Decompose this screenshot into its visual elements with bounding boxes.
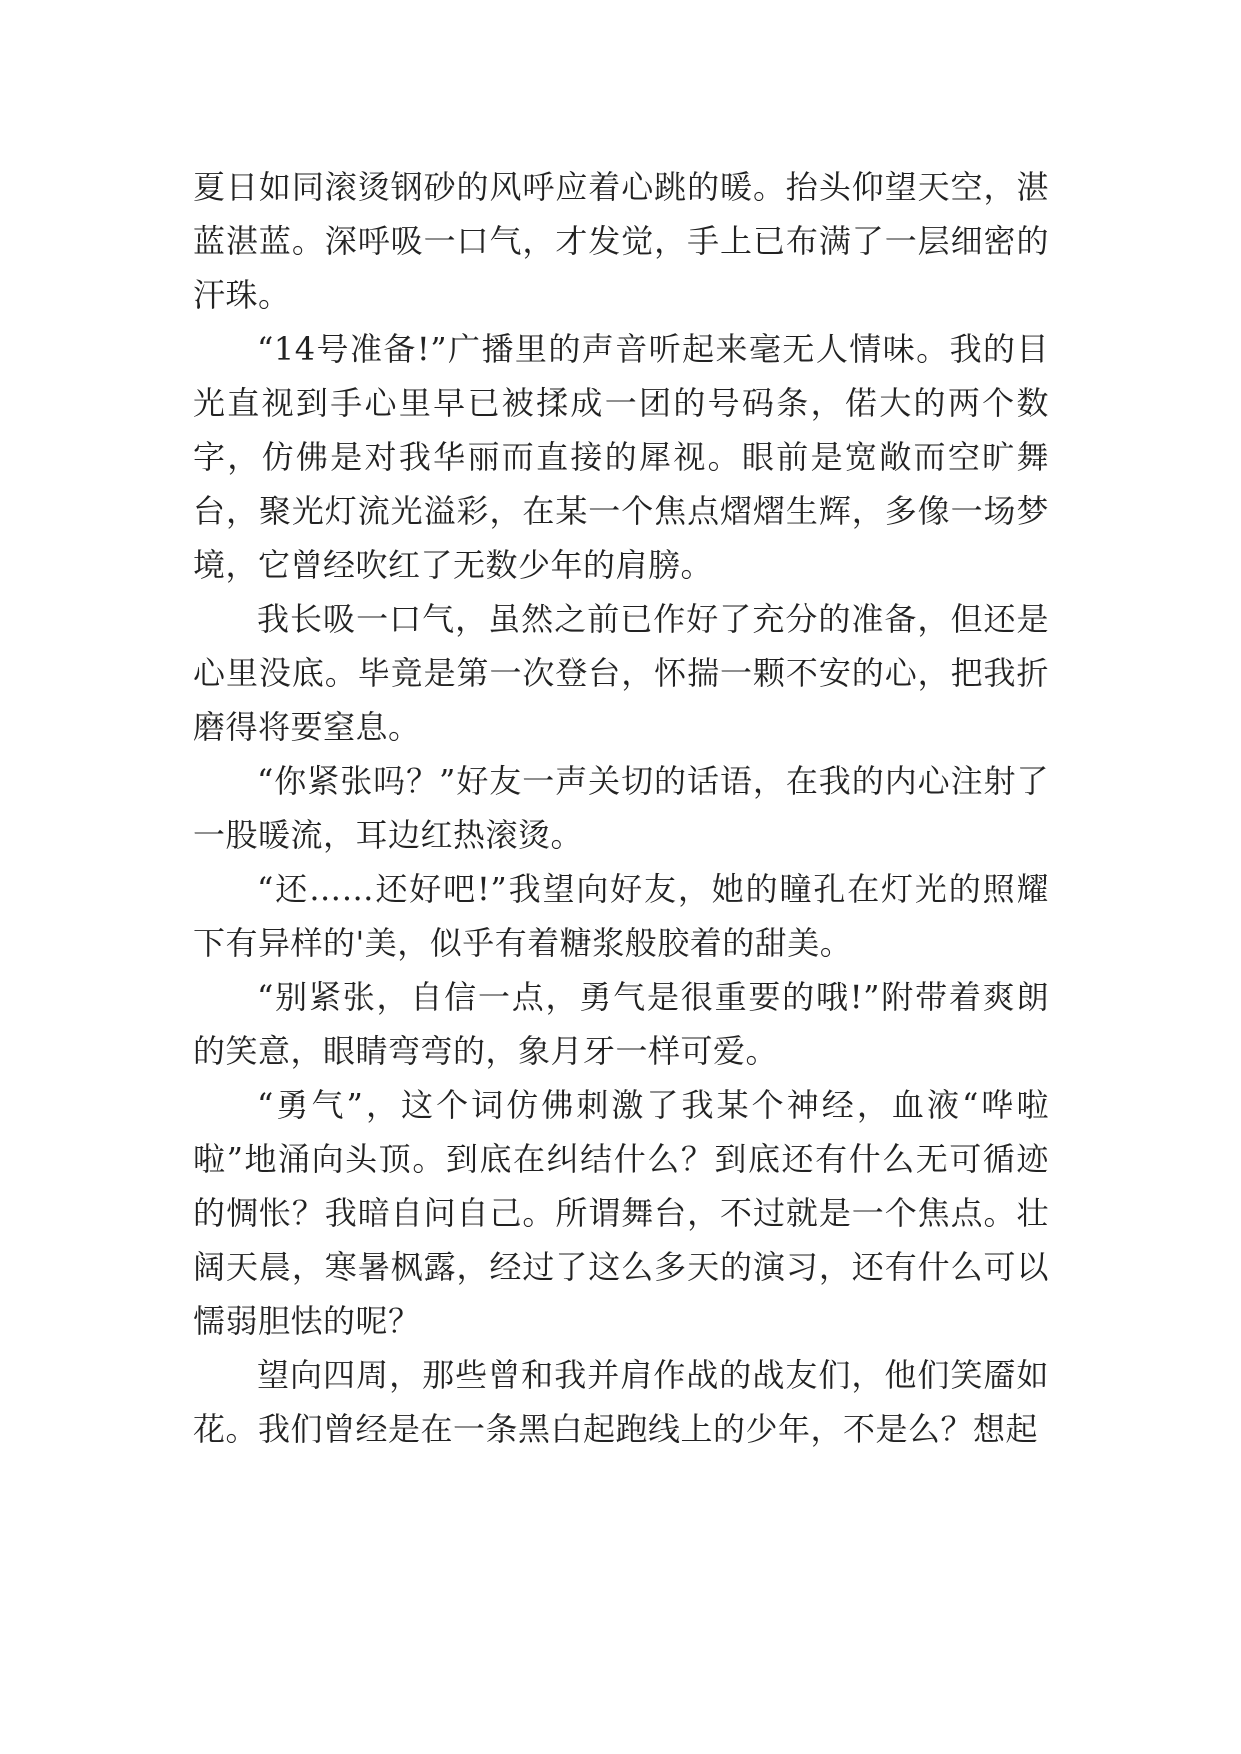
- paragraph: 我长吸一口气，虽然之前已作好了充分的准备，但还是心里没底。毕竟是第一次登台，怀揣一颗不安的心，把我折磨得将要窒息。: [193, 600, 1049, 746]
- document-page: [193, 160, 1049, 1456]
- paragraph: “14号准备!”广播里的声音听起来毫无人情味。我的目光直视到手心里早已被揉成一团的号码条，偌大的两个数字，仿佛是对我华丽而直接的犀视。眼前是宽敞而空旷舞台，聚光灯流光溢彩，在某一个焦点熠熠生辉，多像一场梦境，它曾经吹红了无数少年的肩膀。: [193, 330, 1049, 584]
- paragraph: 望向四周，那些曾和我并肩作战的战友们，他们笑靥如花。我们曾经是在一条黑白起跑线上的少年，不是么？想起: [193, 1356, 1049, 1448]
- paragraph: “别紧张，自信一点，勇气是很重要的哦!”附带着爽朗的笑意，眼睛弯弯的，象月牙一样可爱。: [193, 978, 1049, 1070]
- paragraph-continuation: 夏日如同滚烫钢砂的风呼应着心跳的暖。抬头仰望天空，湛蓝湛蓝。深呼吸一口气，才发觉，手上已布满了一层细密的汗珠。: [193, 168, 1049, 314]
- paragraph: “你紧张吗？”好友一声关切的话语，在我的内心注射了一股暖流，耳边红热滚烫。: [193, 762, 1049, 854]
- paragraph: “还……还好吧!”我望向好友，她的瞳孔在灯光的照耀下有异样的'美，似乎有着糖浆般胶着的甜美。: [193, 870, 1049, 962]
- paragraph: “勇气”，这个词仿佛刺激了我某个神经，血液“哗啦啦”地涌向头顶。到底在纠结什么？到底还有什么无可循迹的惆怅？我暗自问自己。所谓舞台，不过就是一个焦点。壮阔天晨，寒暑枫露，经过了这么多天的演习，还有什么可以懦弱胆怯的呢？: [193, 1086, 1049, 1340]
